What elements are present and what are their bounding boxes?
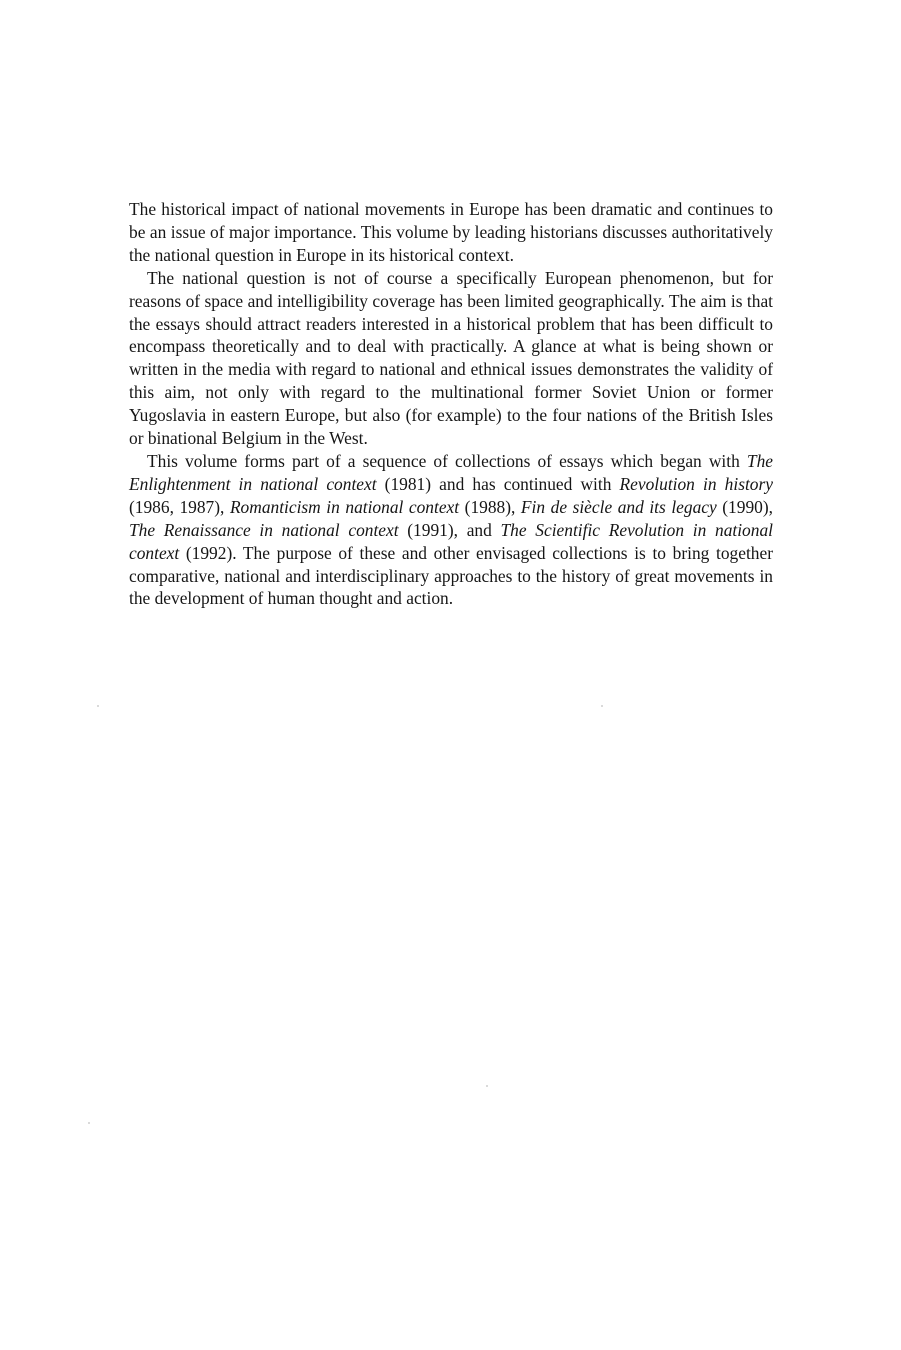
title-revolution-in-history: Revolution in history [619,473,773,494]
paragraph-2-run-1: The national question is not of course a specifically European phenomenon, but for reasons of space and intelligibility coverage has been limited geographically. The aim is that the essays should attract readers interested in a historical problem that has been difficult to encompass theoretically and to deal with practically. A glance at what is being shown or written in the media with regard to national and ethnical issues demonstrates the validity of this aim, not only with regard to the multinational former Soviet Union or former Yugoslavia in eastern Europe, but also (for example) to the four nations of the British Isles or binational Belgium in the West. [129,267,773,449]
title-scientific-revolution: The Scientific Revolution in national context [129,519,773,563]
title-romanticism: Romanticism in national context [229,496,460,517]
title-renaissance: The Renaissance in national context [129,519,399,540]
paragraph-3-run-1: This volume forms part of a sequence of collections of essays which began with [147,450,747,471]
blurb-text [129,198,773,610]
paragraph-1-run-1: The historical impact of national movements in Europe has been dramatic and continues to be an issue of major importance. This volume by leading historians discusses authoritatively the national question in Europe in its historical context. [129,199,773,265]
title-enlightenment: The Enlightenment in national context [129,450,773,494]
scan-speck [486,1085,488,1087]
paragraph-1 [129,198,773,267]
paragraph-3-run-11: (1991), and [398,519,501,540]
scan-speck [88,1122,90,1124]
scan-speck [97,705,99,707]
paragraph-3-run-13: (1992). The purpose of these and other envisaged collections is to bring together comparative, national and interdisciplinary approaches to the history of great movements in the development of human thought and action. [129,542,773,609]
paragraph-3 [129,450,773,610]
paragraph-3-run-7: (1988), [459,496,521,517]
paragraph-3-run-5: (1986, 1987), [129,496,230,517]
paragraph-2 [129,267,773,450]
paragraph-3-run-3: (1981) and has continued with [376,473,620,494]
title-fin-de-siecle: Fin de siècle and its legacy [520,496,717,517]
scan-speck [601,705,603,707]
paragraph-3-run-9: (1990), [716,496,773,517]
